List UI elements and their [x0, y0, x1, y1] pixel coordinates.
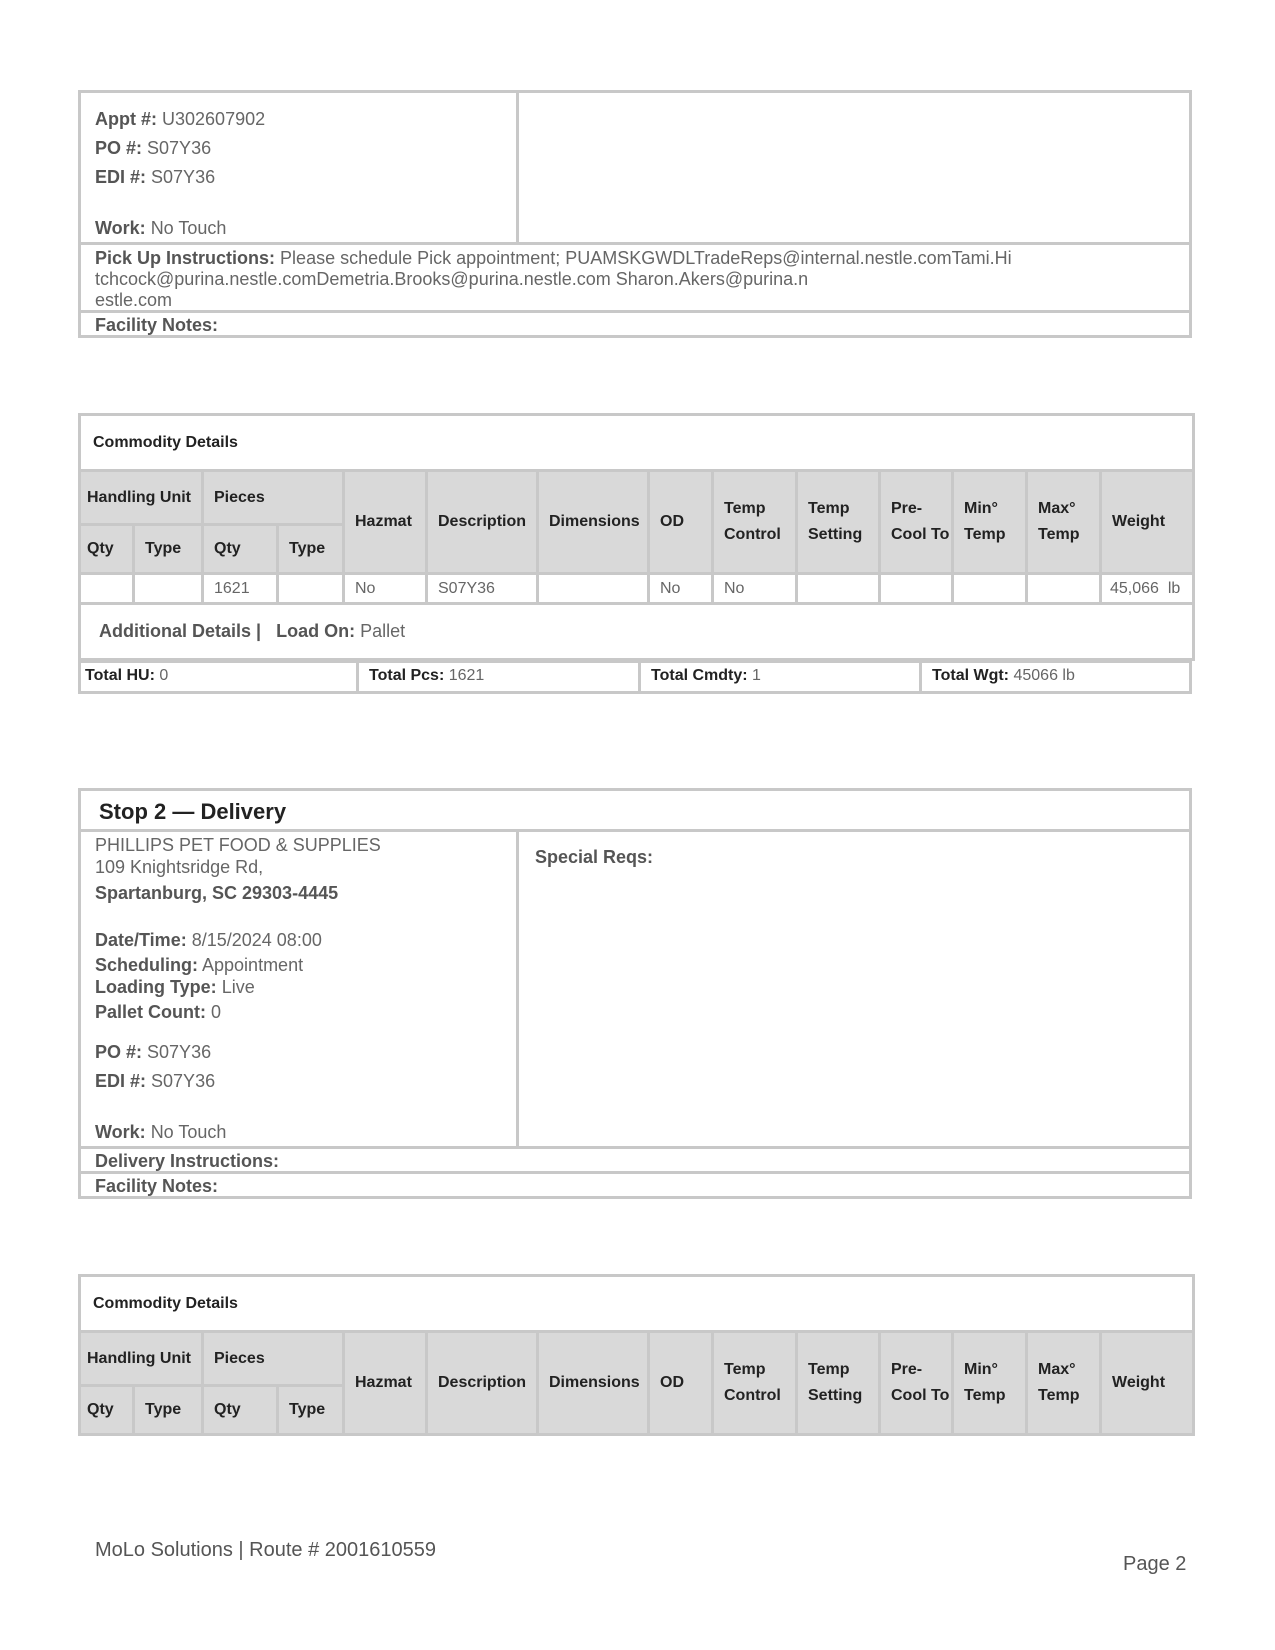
special-reqs-label: Special Reqs:: [535, 847, 654, 867]
col-pieces: Pieces: [203, 471, 344, 525]
pickup-instructions-box: [78, 242, 1192, 313]
appt-number: U302607902: [162, 109, 266, 129]
work-line: Work: No Touch: [95, 218, 227, 238]
po-number: S07Y36: [147, 138, 212, 158]
col-dimensions: Dimensions: [538, 471, 649, 574]
table-row: [80, 574, 1194, 604]
stop1-info-box: [78, 90, 1192, 245]
appt-line: Appt #: U302607902: [95, 109, 266, 129]
col-temp-setting: Temp Setting: [797, 471, 880, 574]
col-min-temp: Min° Temp: [953, 471, 1027, 574]
consignee-name: PHILLIPS PET FOOD & SUPPLIES: [95, 835, 381, 855]
col-hu-qty: Qty: [80, 525, 134, 574]
col-pc-type: Type: [278, 1386, 344, 1435]
edi-number: S07Y36: [151, 167, 216, 187]
total-wgt: Total Wgt: 45066 lb: [919, 660, 1192, 694]
consignee-address: 109 Knightsridge Rd,: [95, 857, 264, 877]
pieces-qty: 1621: [203, 574, 278, 604]
load-on-value: Pallet: [360, 621, 406, 641]
col-precool: Pre- Cool To: [880, 471, 953, 574]
pallet-count-line: Pallet Count: 0: [95, 1002, 222, 1022]
datetime-line: Date/Time: 8/15/2024 08:00: [95, 930, 322, 950]
description-value: S07Y36: [427, 574, 538, 604]
edi-line: EDI #: S07Y36: [95, 167, 216, 187]
additional-details: Additional Details | Load On: Pallet: [80, 604, 1194, 660]
hazmat-value: No: [344, 574, 427, 604]
col-weight: Weight: [1101, 471, 1194, 574]
col-description: Description: [427, 471, 538, 574]
total-cmdty: Total Cmdty: 1: [638, 660, 919, 694]
col-hu-qty: Qty: [80, 1386, 134, 1435]
col-max-temp: Max° Temp: [1027, 471, 1101, 574]
commodity-table-2: [78, 1274, 1195, 1436]
col-handling-unit: Handling Unit: [80, 471, 203, 525]
col-od: OD: [649, 471, 713, 574]
stop2-header-box: [78, 788, 1192, 832]
work-value: No Touch: [150, 218, 227, 238]
facility-notes-label: Facility Notes:: [95, 315, 219, 335]
footer-page-number: Page 2: [1123, 1553, 1187, 1575]
scheduling-line: Scheduling: Appointment: [95, 955, 304, 975]
col-pc-qty: Qty: [203, 1386, 278, 1435]
commodity-details-title: Commodity Details: [80, 1276, 1194, 1332]
delivery-instructions-label: Delivery Instructions:: [95, 1151, 280, 1171]
col-min-temp: Min° Temp: [953, 1332, 1027, 1435]
commodity-totals-1: [78, 660, 1192, 694]
stop2-left-cell: [81, 832, 519, 1146]
consignee-city: Spartanburg, SC 29303-4445: [95, 883, 339, 903]
work-line: Work: No Touch: [95, 1122, 227, 1142]
col-temp-control: Temp Control: [713, 1332, 797, 1435]
col-pc-qty: Qty: [203, 525, 278, 574]
col-temp-setting: Temp Setting: [797, 1332, 880, 1435]
po-line: PO #: S07Y36: [95, 1042, 212, 1062]
col-hu-type: Type: [134, 1386, 203, 1435]
col-precool: Pre- Cool To: [880, 1332, 953, 1435]
delivery-instructions-box: [78, 1146, 1192, 1174]
edi-line: EDI #: S07Y36: [95, 1071, 216, 1091]
col-pieces: Pieces: [203, 1332, 344, 1386]
col-hu-type: Type: [134, 525, 203, 574]
col-hazmat: Hazmat: [344, 1332, 427, 1435]
temp-control-value: No: [713, 574, 797, 604]
po-line: PO #: S07Y36: [95, 138, 212, 158]
col-hazmat: Hazmat: [344, 471, 427, 574]
col-weight: Weight: [1101, 1332, 1194, 1435]
od-value: No: [649, 574, 713, 604]
col-max-temp: Max° Temp: [1027, 1332, 1101, 1435]
stop1-left-cell: [81, 93, 519, 242]
col-od: OD: [649, 1332, 713, 1435]
col-description: Description: [427, 1332, 538, 1435]
col-dimensions: Dimensions: [538, 1332, 649, 1435]
weight-value: 45,066 lb: [1101, 574, 1194, 604]
total-hu: Total HU: 0: [78, 660, 356, 694]
loading-type-line: Loading Type: Live: [95, 977, 255, 997]
stop2-title: Stop 2 — Delivery: [99, 799, 287, 824]
footer-route: MoLo Solutions | Route # 2001610559: [95, 1539, 437, 1561]
col-handling-unit: Handling Unit: [80, 1332, 203, 1386]
total-pcs: Total Pcs: 1621: [356, 660, 638, 694]
col-temp-control: Temp Control: [713, 471, 797, 574]
stop2-facility-notes-box: [78, 1171, 1192, 1199]
facility-notes-label: Facility Notes:: [95, 1176, 219, 1196]
stop1-facility-notes-box: [78, 310, 1192, 338]
commodity-details-title: Commodity Details: [80, 415, 1194, 471]
pickup-instructions: Pick Up Instructions: Please schedule Pick appointment; PUAMSKGWDLTradeReps@internal.nestle.comTami.Hi tchcock@purina.nestle.comDemetria.Brooks@purina.nestle.com Sharon.Akers@purina.n estle.com: [95, 248, 1012, 310]
commodity-table-1: [78, 413, 1195, 661]
col-pc-type: Type: [278, 525, 344, 574]
stop2-info-box: [78, 829, 1192, 1149]
